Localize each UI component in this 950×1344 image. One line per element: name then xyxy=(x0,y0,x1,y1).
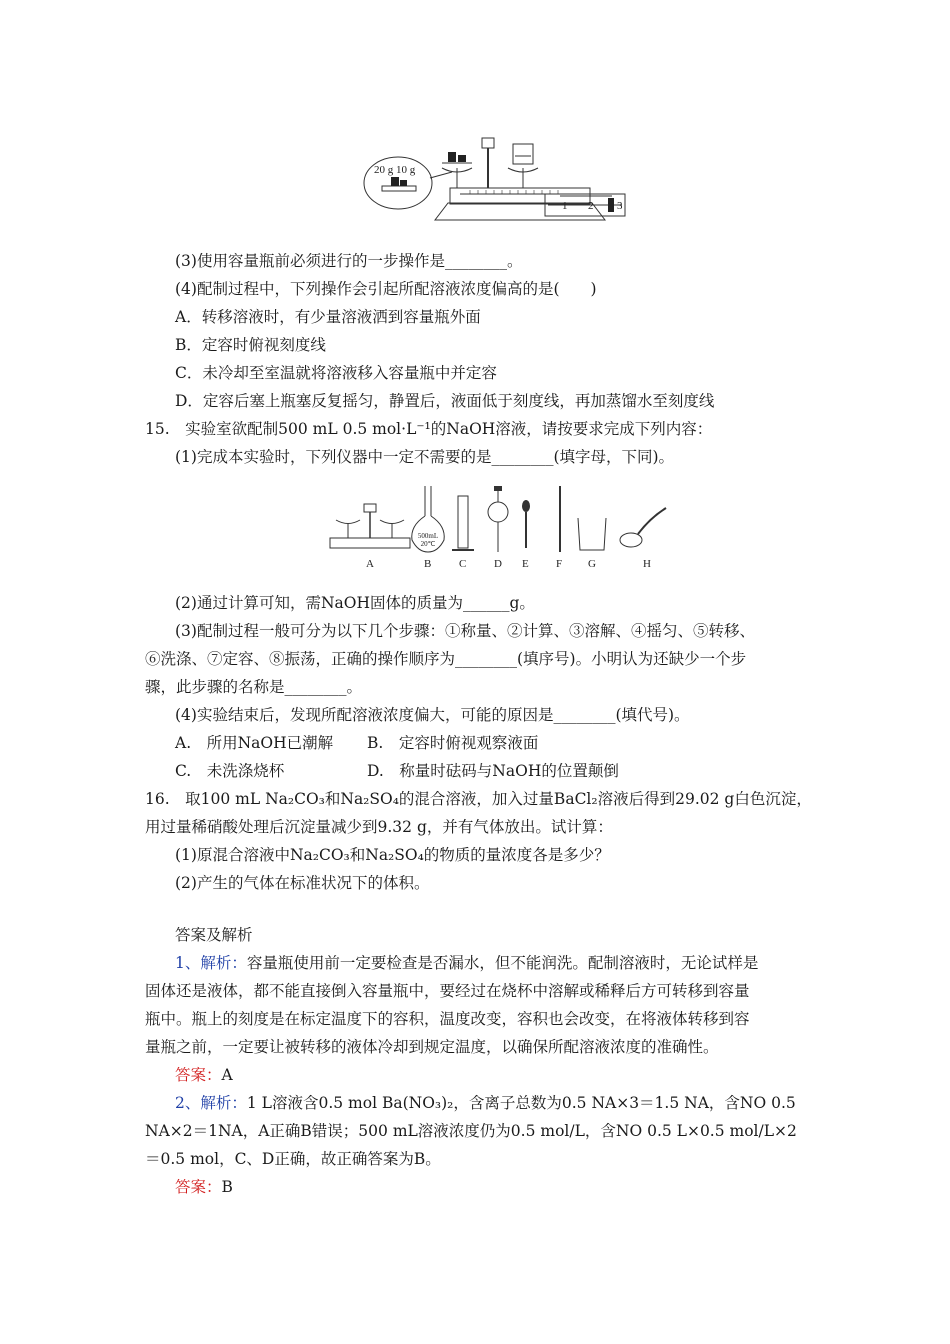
answer1-line4: 量瓶之前，一定要让被转移的液体冷却到规定温度，以确保所配溶液浓度的准确性。 xyxy=(145,1038,719,1056)
q15-part3-line1: (3)配制过程一般可分为以下几个步骤：①称量、②计算、③溶解、④摇匀、⑤转移、 xyxy=(175,622,755,640)
answers-heading: 答案及解析 xyxy=(175,926,253,944)
instrument-label-f: F xyxy=(556,558,563,570)
answer1-tag: 1、解析： xyxy=(175,954,247,972)
answer1-result-value: A xyxy=(221,1066,233,1084)
answer1-line1 xyxy=(175,952,758,974)
answer1-line2: 固体还是液体，都不能直接倒入容量瓶中，要经过在烧杯中溶解或稀释后方可转移到容量 xyxy=(145,982,750,1000)
answer2-tag: 2、解析： xyxy=(175,1094,247,1112)
answer2-line2: NA×2＝1NA，A正确B错误；500 mL溶液浓度仍为0.5 mol/L，含NO 0.5 L×0.5 mol/L×2 xyxy=(145,1122,797,1140)
q14-option-d: D．定容后塞上瓶塞反复摇匀，静置后，液面低于刻度线，再加蒸馏水至刻度线 xyxy=(175,392,715,410)
answer2-text1: 1 L溶液含0.5 mol Ba(NO₃)₂，含离子总数为0.5 NA×3＝1.5 NA，含NO 0.5 xyxy=(246,1094,796,1112)
answer1-result xyxy=(175,1064,233,1086)
flask-label: 500mL 20℃ xyxy=(417,532,439,548)
answer2-line1 xyxy=(175,1092,796,1114)
q15-option-a: A. 所用NaOH已潮解 xyxy=(175,734,334,752)
answer1-line3: 瓶中。瓶上的刻度是在标定温度下的容积，温度改变，容积也会改变，在将液体转移到容 xyxy=(145,1010,750,1028)
instruments-drawing xyxy=(328,482,678,574)
q15-part1: (1)完成本实验时，下列仪器中一定不需要的是________(填字母，下同)。 xyxy=(175,448,675,466)
scale-tick-2: 2 xyxy=(588,200,594,212)
instrument-label-g: G xyxy=(588,558,596,570)
answer2-result-tag: 答案： xyxy=(175,1178,222,1196)
q15-part3-line3: 骤，此步骤的名称是________。 xyxy=(145,678,363,696)
q15-option-d: D. 称量时砝码与NaOH的位置颠倒 xyxy=(367,762,619,780)
instrument-label-h: H xyxy=(643,558,651,570)
q15-option-b: B. 定容时俯视观察液面 xyxy=(367,734,539,752)
answer1-result-tag: 答案： xyxy=(175,1066,222,1084)
instrument-label-c: C xyxy=(459,558,467,570)
q14-part3: (3)使用容量瓶前必须进行的一步操作是________。 xyxy=(175,252,523,270)
q14-option-b: B．定容时俯视刻度线 xyxy=(175,336,326,354)
q14-option-c: C．未冷却至室温就将溶液移入容量瓶中并定容 xyxy=(175,364,497,382)
balance-drawing xyxy=(360,128,635,226)
instruments-figure xyxy=(328,482,678,574)
q15-stem: 15. 实验室欲配制500 mL 0.5 mol·L⁻¹的NaOH溶液，请按要求完成下列内容： xyxy=(145,420,713,438)
scale-tick-1: 1 xyxy=(562,200,568,212)
instrument-label-e: E xyxy=(522,558,529,570)
scale-tick-3: 3 xyxy=(617,200,623,212)
instrument-label-d: D xyxy=(494,558,502,570)
q14-option-a: A．转移溶液时，有少量溶液洒到容量瓶外面 xyxy=(175,308,481,326)
q16-stem-line1: 16. 取100 mL Na₂CO₃和Na₂SO₄的混合溶液，加入过量BaCl₂溶液后得到29.02 g白色沉淀， xyxy=(145,790,812,808)
q16-stem-line2: 用过量稀硝酸处理后沉淀量减少到9.32 g，并有气体放出。试计算： xyxy=(145,818,613,836)
q15-part4: (4)实验结束后，发现所配溶液浓度偏大，可能的原因是________(填代号)。 xyxy=(175,706,690,724)
answer2-result-value: B xyxy=(221,1178,233,1196)
q15-part2: (2)通过计算可知，需NaOH固体的质量为______g。 xyxy=(175,594,535,612)
instrument-label-b: B xyxy=(424,558,432,570)
q16-part1: (1)原混合溶液中Na₂CO₃和Na₂SO₄的物质的量浓度各是多少？ xyxy=(175,846,610,864)
answer2-result xyxy=(175,1176,233,1198)
answer1-text1: 容量瓶使用前一定要检查是否漏水，但不能润洗。配制溶液时，无论试样是 xyxy=(246,954,759,972)
q14-part4: (4)配制过程中，下列操作会引起所配溶液浓度偏高的是( ) xyxy=(175,280,597,298)
answer2-line3: ＝0.5 mol，C、D正确，故正确答案为B。 xyxy=(145,1150,441,1168)
q15-part3-line2: ⑥洗涤、⑦定容、⑧振荡，正确的操作顺序为________(填序号)。小明认为还缺少一个步 xyxy=(145,650,747,668)
instrument-label-a: A xyxy=(366,558,374,570)
weights-label: 20 g 10 g xyxy=(374,164,416,176)
q16-part2: (2)产生的气体在标准状况下的体积。 xyxy=(175,874,430,892)
balance-figure xyxy=(360,128,635,226)
q15-option-c: C. 未洗涤烧杯 xyxy=(175,762,285,780)
